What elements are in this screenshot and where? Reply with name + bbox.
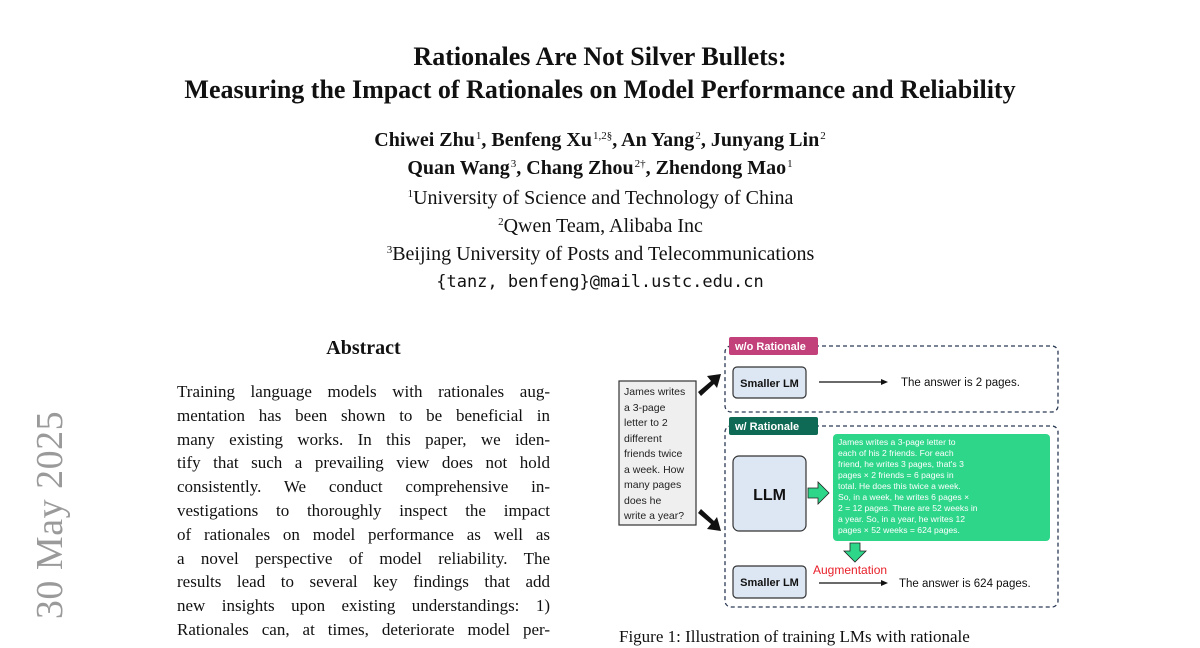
author-affiliation-mark: 2† bbox=[634, 158, 646, 170]
abstract-line: Rationales can, at times, deteriorate model per- bbox=[177, 619, 550, 639]
w-rationale-tag-label: w/ Rationale bbox=[735, 421, 800, 433]
author-list bbox=[0, 126, 1200, 182]
question-line: does he bbox=[624, 495, 662, 507]
author-name: Quan Wang bbox=[407, 157, 510, 179]
author-affiliation-mark: 3 bbox=[510, 158, 517, 170]
question-line: different bbox=[624, 433, 662, 445]
author-affiliation-mark: 2 bbox=[695, 130, 701, 142]
contact-email[interactable]: {tanz, benfeng}@mail.ustc.edu.cn bbox=[436, 272, 764, 292]
affiliation-2 bbox=[0, 212, 1200, 240]
affiliation-name: Qwen Team, Alibaba Inc bbox=[503, 215, 703, 237]
abstract-line: mentation has been shown to be beneficial in bbox=[177, 405, 550, 425]
affiliation-1 bbox=[0, 184, 1200, 212]
author-name: Benfeng Xu bbox=[491, 129, 592, 151]
question-line: write a year? bbox=[624, 510, 685, 522]
green-arrow-down-icon bbox=[844, 543, 866, 562]
affiliation-3 bbox=[0, 240, 1200, 268]
abstract-line: tify that such a prevailing view does not hold bbox=[177, 453, 550, 473]
arrow-right-icon bbox=[881, 580, 888, 586]
abstract-line: of rationales on model performance as well as bbox=[177, 524, 550, 544]
abstract-line: results lead to several key findings that add bbox=[177, 572, 550, 592]
arrow-down-right-icon bbox=[698, 509, 721, 531]
abstract-line: consistently. We conduct comprehensive in- bbox=[177, 477, 550, 497]
paper-title bbox=[0, 40, 1200, 106]
question-line: friends twice bbox=[624, 448, 683, 460]
question-line: a 3-page bbox=[624, 402, 666, 414]
affiliation-mark: 3 bbox=[386, 244, 393, 256]
author-affiliation-mark: 1 bbox=[787, 158, 793, 170]
paper-title-line-1: Rationales Are Not Silver Bullets: bbox=[413, 42, 787, 71]
author-name: Chiwei Zhu bbox=[374, 129, 475, 151]
arrow-right-icon bbox=[881, 379, 888, 385]
rationale-line: pages × 52 weeks = 624 pages. bbox=[838, 525, 960, 535]
arrow-up-right-icon bbox=[698, 374, 721, 396]
rationale-line: So, in a week, he writes 6 pages × bbox=[838, 492, 970, 502]
abstract-line: Training language models with rationales aug- bbox=[177, 382, 550, 401]
green-arrow-right-icon bbox=[808, 482, 829, 504]
rationale-line: a year. So, in a year, he writes 12 bbox=[838, 514, 966, 524]
paper-title-line-2: Measuring the Impact of Rationales on Model Performance and Reliability bbox=[184, 75, 1016, 104]
affiliation-name: University of Science and Technology of China bbox=[413, 187, 794, 209]
question-line: James writes bbox=[624, 386, 686, 398]
author-affiliation-mark: 2 bbox=[820, 130, 826, 142]
smaller-lm-label-bottom: Smaller LM bbox=[740, 577, 799, 589]
answer-top: The answer is 2 pages. bbox=[901, 377, 1020, 389]
arxiv-date-stamp bbox=[20, 405, 80, 625]
rationale-line: friend, he writes 3 pages, that's 3 bbox=[838, 459, 964, 469]
author-name: An Yang bbox=[621, 129, 695, 151]
augmentation-label: Augmentation bbox=[813, 563, 888, 577]
affiliation-name: Beijing University of Posts and Telecommunications bbox=[392, 243, 815, 265]
author-name: Junyang Lin bbox=[710, 129, 820, 151]
abstract-line: many existing works. In this paper, we iden- bbox=[177, 429, 550, 449]
abstract-line: vestigations to thoroughly inspect the impact bbox=[177, 500, 550, 520]
author-affiliation-mark: 1 bbox=[475, 130, 482, 142]
abstract-body bbox=[177, 380, 550, 642]
rationale-line: each of his 2 friends. For each bbox=[838, 448, 954, 458]
question-line: many pages bbox=[624, 479, 682, 491]
figure-caption: Figure 1: Illustration of training LMs with rationale bbox=[619, 627, 970, 646]
author-name: Zhendong Mao bbox=[655, 157, 787, 179]
author-name: Chang Zhou bbox=[526, 157, 634, 179]
arxiv-date-text: 30 May 2025 bbox=[29, 410, 71, 620]
abstract-line: a novel perspective of model reliability. The bbox=[177, 548, 550, 568]
affiliation-mark: 1 bbox=[407, 188, 414, 200]
wo-rationale-tag-label: w/o Rationale bbox=[735, 341, 806, 353]
answer-bottom: The answer is 624 pages. bbox=[899, 578, 1031, 590]
affiliation-list bbox=[0, 184, 1200, 296]
question-line: letter to 2 bbox=[624, 417, 668, 429]
author-affiliation-mark: 1,2§ bbox=[592, 130, 613, 142]
question-line: a week. How bbox=[624, 464, 685, 476]
rationale-line: James writes a 3-page letter to bbox=[838, 437, 956, 447]
smaller-lm-label-top: Smaller LM bbox=[740, 378, 799, 390]
llm-label: LLM bbox=[753, 487, 786, 504]
rationale-line: 2 = 12 pages. There are 52 weeks in bbox=[838, 503, 978, 513]
affiliation-mark: 2 bbox=[498, 216, 504, 228]
author-line-1: Chiwei Zhu$^1$, Benfeng $Xu^{1,2\S}$, An Yang$^2$, Junyang Lin$^2$ bbox=[374, 129, 826, 151]
author-line-2: Quan Wang$^3$, Chang Zhou$^{2\dagger}$, Zhendong Mao$^1$ bbox=[407, 157, 793, 179]
figure-1 bbox=[615, 336, 1065, 616]
figure-1-diagram bbox=[615, 336, 1065, 616]
rationale-line: pages × 2 friends = 6 pages in bbox=[838, 470, 954, 480]
abstract-heading: Abstract bbox=[326, 337, 401, 359]
abstract-line: new insights upon existing understandings: 1) bbox=[177, 596, 550, 616]
rationale-line: total. He does this twice a week. bbox=[838, 481, 961, 491]
